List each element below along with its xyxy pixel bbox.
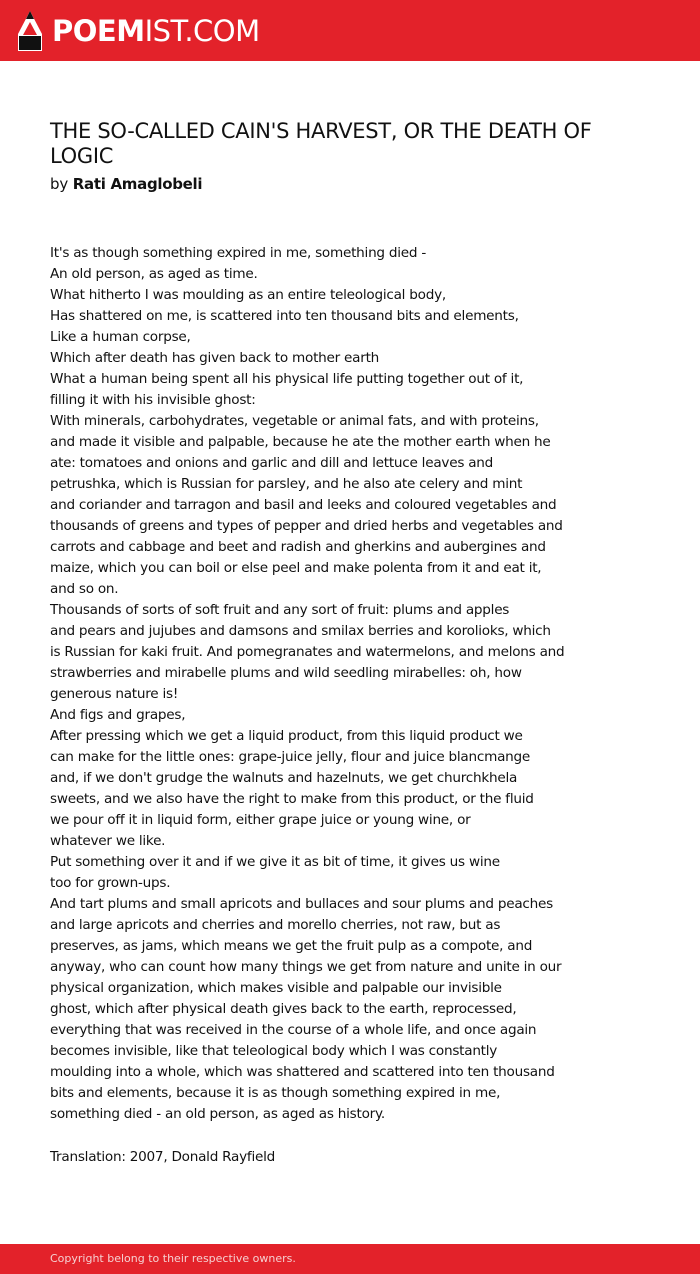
poem-line: and pears and jujubes and damsons and smilax berries and korolioks, which [50, 623, 551, 639]
poem-line: filling it with his invisible ghost: [50, 392, 256, 408]
byline [50, 174, 202, 194]
poem-line: ghost, which after physical death gives back to the earth, reprocessed, [50, 1001, 517, 1017]
poem-line: and so on. [50, 581, 119, 597]
poem-line: and coriander and tarragon and basil and leeks and coloured vegetables and [50, 497, 557, 513]
poem-line: bits and elements, because it is as though something expired in me, [50, 1085, 501, 1101]
poem-line: petrushka, which is Russian for parsley, and he also ate celery and mint [50, 476, 523, 492]
poem-line: and made it visible and palpable, because he ate the mother earth when he [50, 434, 551, 450]
poem-line: And figs and grapes, [50, 707, 186, 723]
logo-wordmark-light: IST.COM [144, 14, 260, 48]
logo-wordmark [52, 9, 260, 53]
poem-line: preserves, as jams, which means we get the fruit pulp as a compote, and [50, 938, 533, 954]
poem-line: anyway, who can count how many things we get from nature and unite in our [50, 959, 562, 975]
poem-line: is Russian for kaki fruit. And pomegranates and watermelons, and melons and [50, 644, 565, 660]
poem-line: something died - an old person, as aged as history. [50, 1106, 385, 1122]
poem-line: thousands of greens and types of pepper and dried herbs and vegetables and [50, 518, 563, 534]
poem-body [50, 243, 670, 1125]
poem-line: sweets, and we also have the right to make from this product, or the fluid [50, 791, 534, 807]
poem-line: becomes invisible, like that teleological body which I was constantly [50, 1043, 498, 1059]
poem-title: THE SO-CALLED CAIN'S HARVEST, OR THE DEATH OF LOGIC [50, 119, 592, 168]
poem-line: maize, which you can boil or else peel and make polenta from it and eat it, [50, 560, 542, 576]
poem-line: we pour off it in liquid form, either grape juice or young wine, or [50, 812, 471, 828]
poem-line: carrots and cabbage and beet and radish and gherkins and aubergines and [50, 539, 546, 555]
poem-line: whatever we like. [50, 833, 166, 849]
poem-line: too for grown-ups. [50, 875, 171, 891]
poem-line: and, if we don't grudge the walnuts and hazelnuts, we get churchkhela [50, 770, 518, 786]
poem-line: Thousands of sorts of soft fruit and any sort of fruit: plums and apples [50, 602, 510, 618]
poem-line: It's as though something expired in me, something died - [50, 245, 427, 261]
poem-line: What a human being spent all his physical life putting together out of it, [50, 371, 524, 387]
poem-line: What hitherto I was moulding as an entire teleological body, [50, 287, 446, 303]
poem-line: And tart plums and small apricots and bullaces and sour plums and peaches [50, 896, 553, 912]
logo-wordmark-bold: POEM [52, 14, 145, 48]
poem-line: Like a human corpse, [50, 329, 191, 345]
translation-credit: Translation: 2007, Donald Rayfield [50, 1149, 276, 1165]
poem-line: Which after death has given back to mother earth [50, 350, 380, 366]
poem-line: Has shattered on me, is scattered into ten thousand bits and elements, [50, 308, 519, 324]
poem-line: ate: tomatoes and onions and garlic and dill and lettuce leaves and [50, 455, 494, 471]
poem-line: everything that was received in the course of a whole life, and once again [50, 1022, 537, 1038]
poem-line: moulding into a whole, which was shattered and scattered into ten thousand [50, 1064, 555, 1080]
poem-line: An old person, as aged as time. [50, 266, 258, 282]
poem-line: can make for the little ones: grape-juice jelly, flour and juice blancmange [50, 749, 531, 765]
pencil-logo-icon [17, 10, 43, 52]
site-footer [0, 1244, 700, 1274]
copyright-notice: Copyright belong to their respective owners. [50, 1252, 296, 1265]
poem-line: With minerals, carbohydrates, vegetable or animal fats, and with proteins, [50, 413, 539, 429]
poem-line: After pressing which we get a liquid product, from this liquid product we [50, 728, 523, 744]
author-name: Rati Amaglobeli [72, 175, 203, 193]
poem-line: and large apricots and cherries and morello cherries, not raw, but as [50, 917, 501, 933]
poem-line: generous nature is! [50, 686, 179, 702]
byline-label: by [50, 175, 68, 193]
poem-line: strawberries and mirabelle plums and wild seedling mirabelles: oh, how [50, 665, 522, 681]
site-logo[interactable] [17, 9, 260, 53]
poem-line: Put something over it and if we give it as bit of time, it gives us wine [50, 854, 500, 870]
poem-line: physical organization, which makes visible and palpable our invisible [50, 980, 502, 996]
site-header [0, 0, 700, 61]
